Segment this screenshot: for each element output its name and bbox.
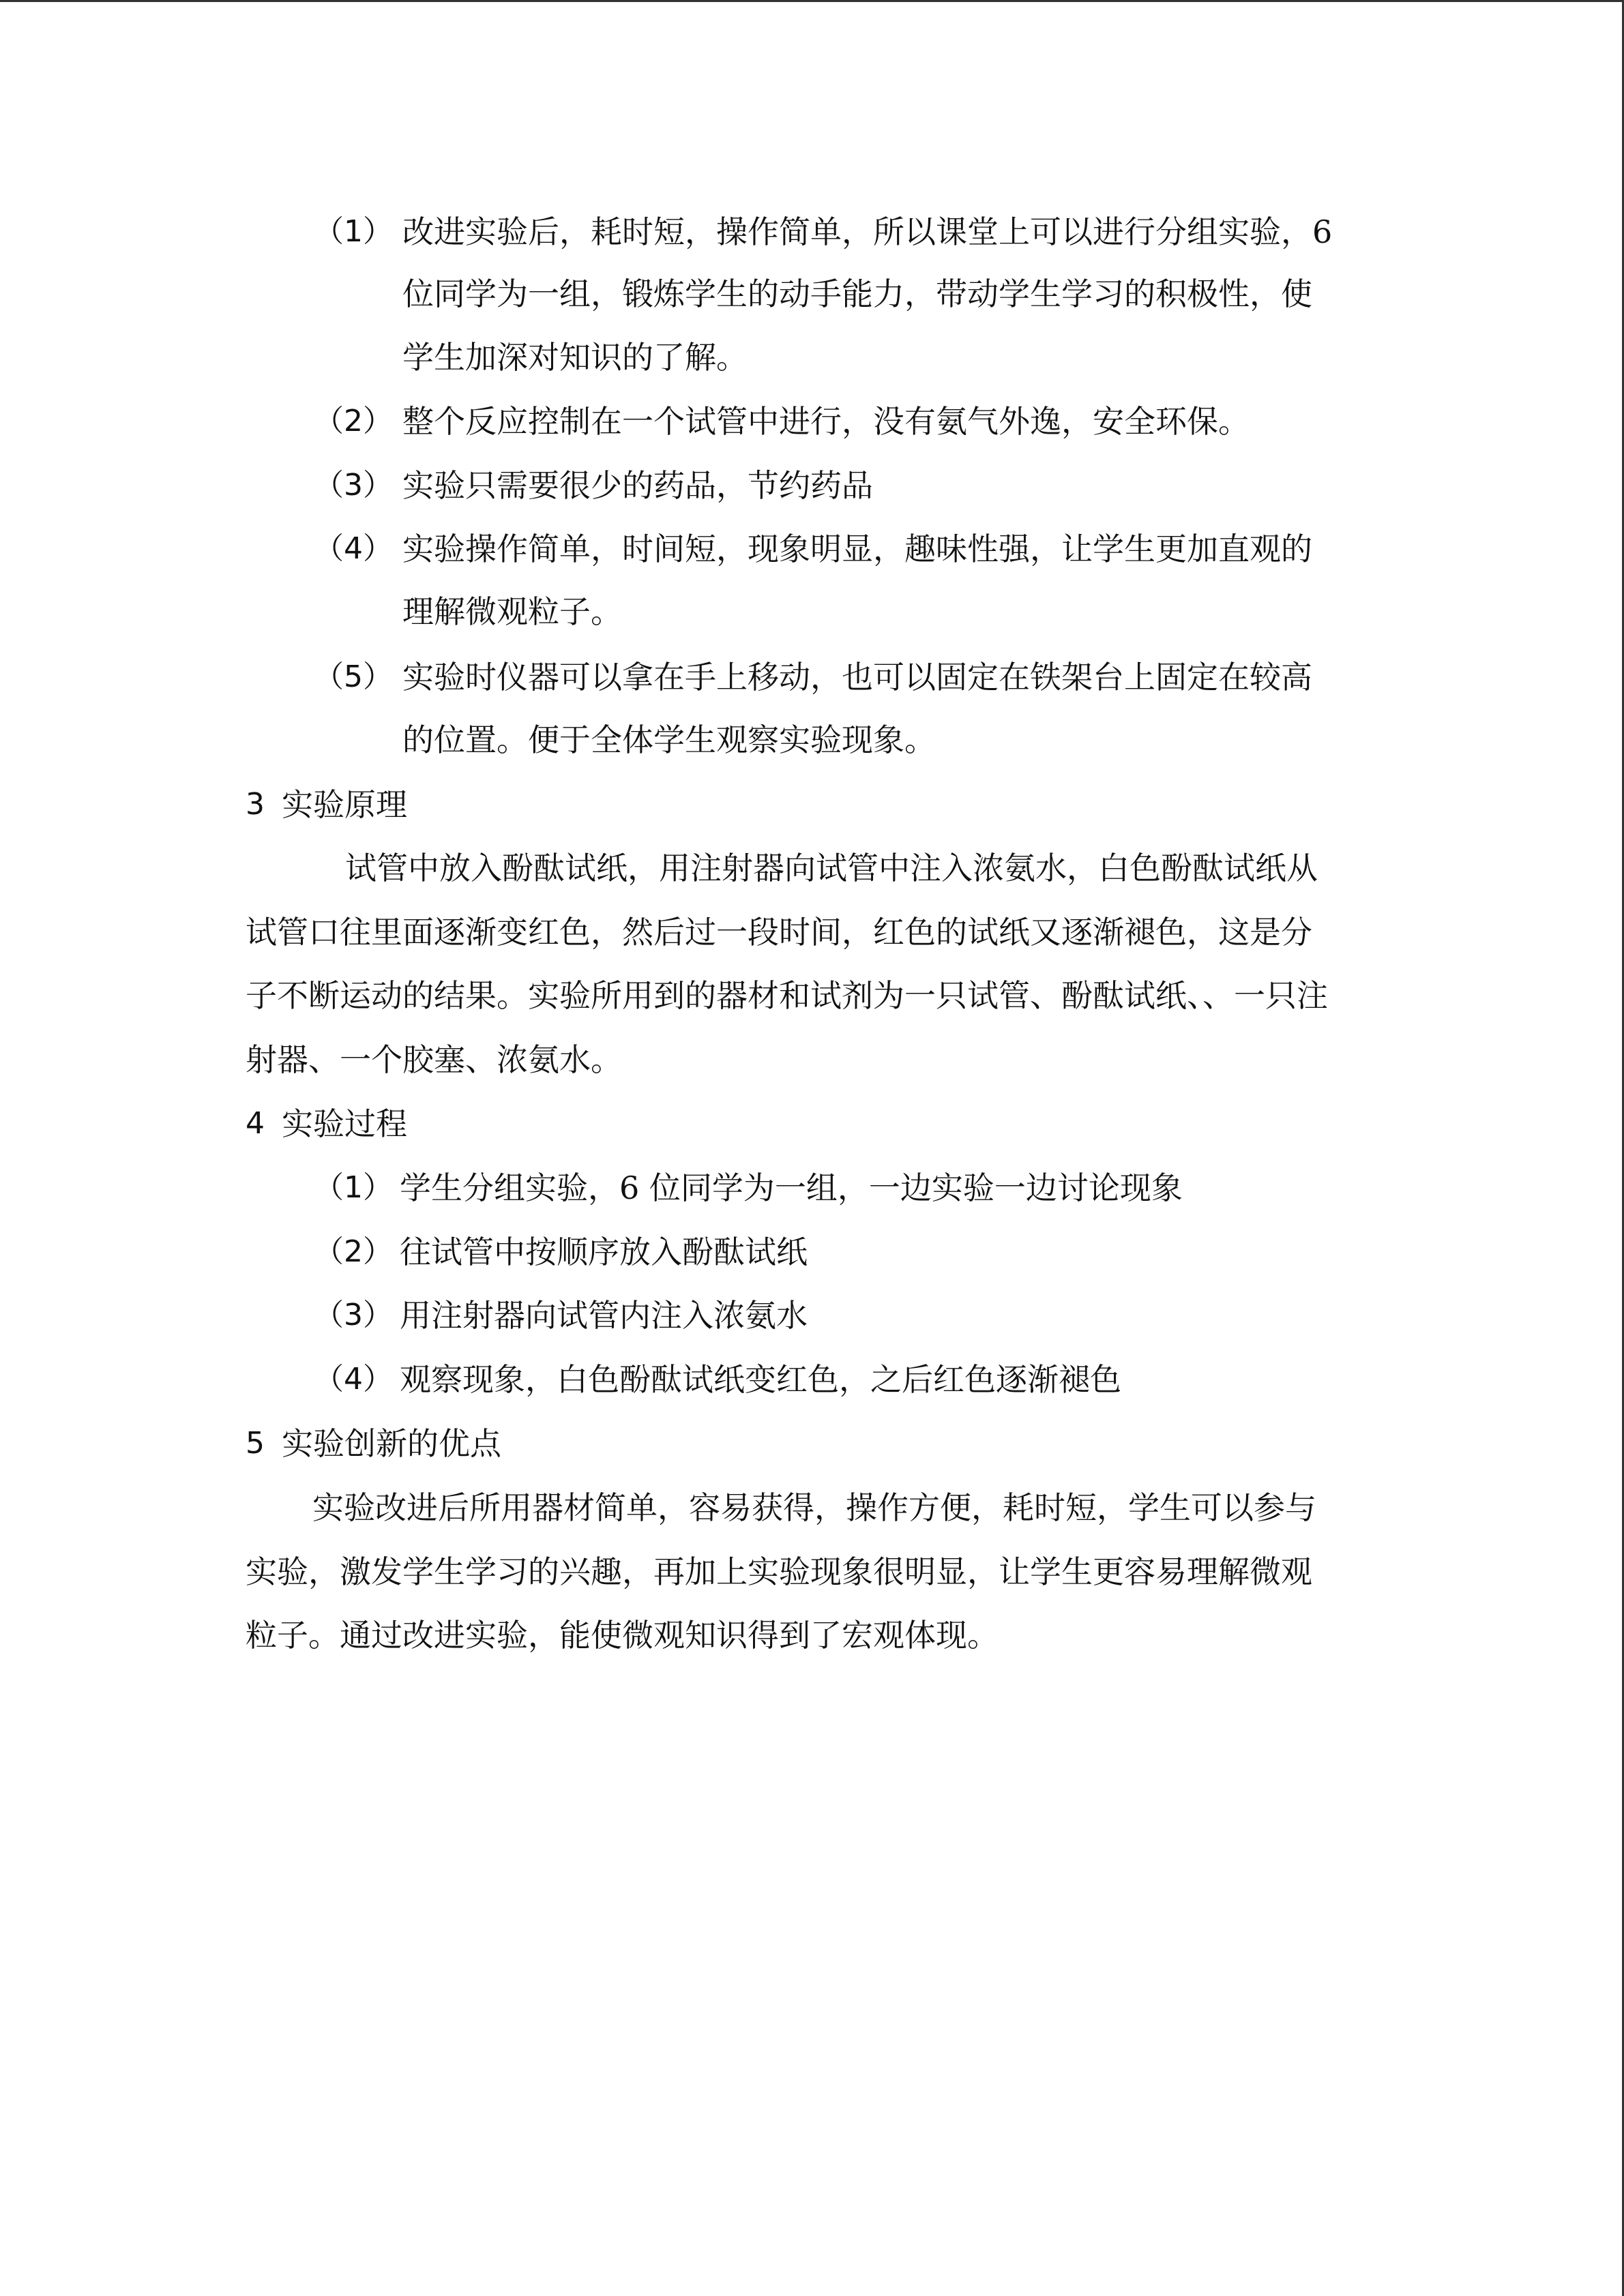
- paragraph-line: 射器、一个胶塞、浓氨水。: [246, 1041, 622, 1078]
- section-number: 5: [246, 1426, 265, 1461]
- section-heading: 实验原理: [282, 786, 407, 823]
- list-item-number: （3）: [314, 1298, 393, 1332]
- paragraph-line: 实验，激发学生学习的兴趣，再加上实验现象很明显，让学生更容易理解微观: [246, 1553, 1312, 1590]
- section-number: 4: [246, 1106, 265, 1141]
- list-item-line: 的位置。便于全体学生观察实验现象。: [402, 721, 936, 758]
- list-item-number: （1）: [314, 214, 393, 249]
- list-item-number: （3）: [314, 468, 393, 503]
- list-item-line: 实验操作简单，时间短，现象明显，趣味性强，让学生更加直观的: [402, 531, 1312, 567]
- list-item-line: 实验只需要很少的药品，节约药品: [402, 467, 873, 504]
- list-item-line: 整个反应控制在一个试管中进行，没有氨气外逸，安全环保。: [402, 403, 1250, 440]
- list-item-line: 位同学为一组，锻炼学生的动手能力，带动学生学习的积极性，使: [402, 275, 1312, 312]
- list-item-number: （2）: [314, 1234, 393, 1269]
- list-item-line: 实验时仪器可以拿在手上移动，也可以固定在铁架台上固定在较高: [402, 659, 1312, 696]
- list-item-number: （2）: [314, 404, 393, 438]
- paragraph-line: 试管口往里面逐渐变红色，然后过一段时间，红色的试纸又逐渐褪色，这是分: [246, 914, 1312, 951]
- list-item-line: 学生分组实验，6 位同学为一组，一边实验一边讨论现象: [400, 1169, 1183, 1206]
- section-number: 3: [246, 787, 265, 822]
- list-item-line: 改进实验后，耗时短，操作简单，所以课堂上可以进行分组实验，6: [402, 213, 1333, 250]
- paragraph-line: 试管中放入酚酞试纸，用注射器向试管中注入浓氨水，白色酚酞试纸从: [345, 850, 1318, 886]
- paragraph-line: 子不断运动的结果。实验所用到的器材和试剂为一只试管、酚酞试纸、、一只注: [246, 977, 1328, 1014]
- list-item-line: 用注射器向试管内注入浓氨水: [400, 1297, 808, 1334]
- list-item-line: 观察现象，白色酚酞试纸变红色，之后红色逐渐褪色: [400, 1361, 1121, 1398]
- list-item-line: 往试管中按顺序放入酚酞试纸: [400, 1234, 808, 1270]
- list-item-number: （4）: [314, 531, 393, 566]
- list-item-number: （1）: [314, 1170, 393, 1205]
- section-heading: 实验过程: [282, 1105, 407, 1142]
- list-item-line: 理解微观粒子。: [402, 593, 622, 630]
- list-item-line: 学生加深对知识的了解。: [402, 339, 748, 376]
- paragraph-line: 实验改进后所用器材简单，容易获得，操作方便，耗时短，学生可以参与: [312, 1489, 1316, 1526]
- list-item-number: （5）: [314, 659, 393, 694]
- section-heading: 实验创新的优点: [282, 1425, 501, 1462]
- paragraph-line: 粒子。通过改进实验，能使微观知识得到了宏观体现。: [246, 1617, 999, 1654]
- list-item-number: （4）: [314, 1362, 393, 1397]
